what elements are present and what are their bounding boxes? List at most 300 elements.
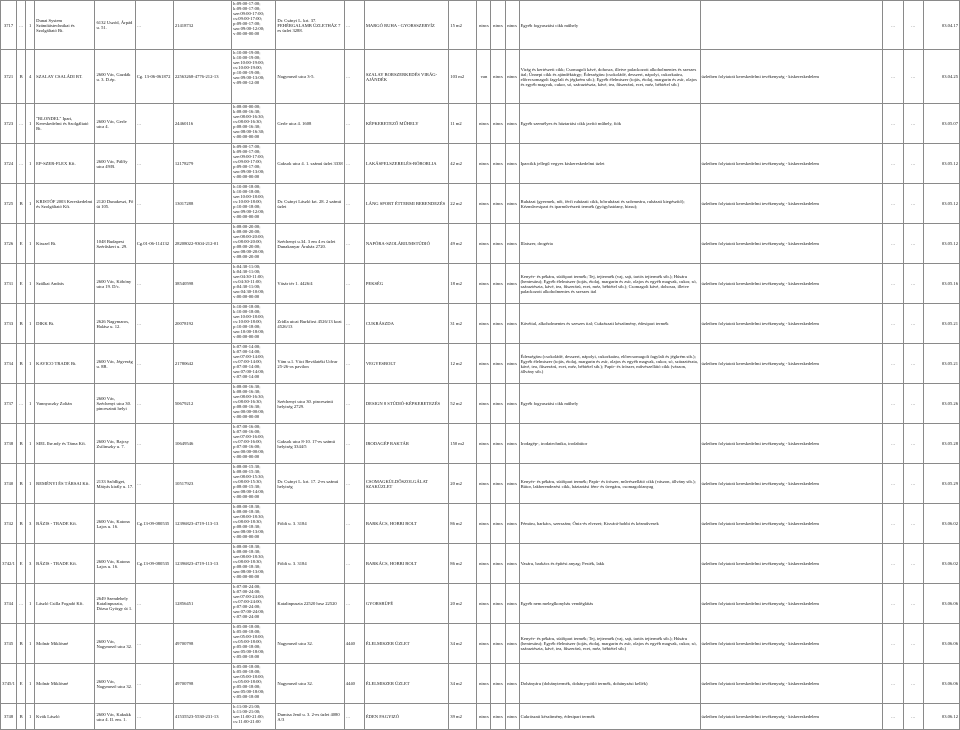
cell-company-name: SIEL Ihe.ndy és Tárna Kft. (35, 424, 95, 464)
cell-shop-address: Dr. Csányi L. krt. 37. FEHÉRGALAMB ÜZLETHÁZ 7 es üzlet 3288. (276, 1, 344, 50)
cell-product-range: Cukrászati készítmény, édesipari termék (519, 704, 700, 730)
table-row (1, 544, 960, 584)
cell-product-range: Egyéb fogyasztási cikk műhely (519, 1, 700, 50)
cell-company-name: "BLONDEL" Ipari, Kereskedelmi és Szolgáltató Bt. (35, 104, 95, 144)
cell-flag-1: nincs (477, 504, 491, 544)
cell-opening-hours: h:05:00-18:00; k:05:00-18:00; sze:05:00-18:00; cs:05:00-18:00; p:05:00-18:00; szo:05:00-18:00; v:05:00-18:00 (232, 664, 276, 704)
cell-registration-number: Cg.01-06-114132 (135, 224, 173, 264)
cell-type-code: 1 (26, 624, 35, 664)
cell-opening-hours: h:10:00-18:00; k:10:00-18:00; sze:10:00-18:00; cs:10:00-18:00; p:10:00-18:00; szo:10:00-18:00; v:00:00-00:00 (232, 304, 276, 344)
cell-company-name: BÁZIS - TRADE Kft. (35, 504, 95, 544)
cell-shop-name: IRODAGÉP RAKTÁR (364, 424, 448, 464)
cell-company-address: 1048 Budapest Szérűskert u. 29. (95, 224, 135, 264)
cell-flag-2: nincs (491, 224, 505, 264)
cell-flag-3: nincs (505, 584, 519, 624)
cell-extra-2: … (903, 344, 923, 384)
cell-flag-1: nincs (477, 624, 491, 664)
cell-type-code: 1 (26, 424, 35, 464)
cell-registration-number: … (135, 344, 173, 384)
cell-shop-address: Vásár tér 1. 4426/4 (276, 264, 344, 304)
cell-flag-2: nincs (491, 50, 505, 104)
table-row (1, 1, 960, 50)
table-row (1, 224, 960, 264)
cell-company-name: KRISTÓF 2003 Kereskedelmi és Szolgáltató Kft. (35, 184, 95, 224)
cell-date: 03.06.06 (923, 624, 959, 664)
cell-extra-2: … (903, 384, 923, 424)
cell-date: 03.05.26 (923, 384, 959, 424)
cell-statistical-number: 24460116 (173, 104, 231, 144)
cell-floor-area: 34 m2 (449, 624, 477, 664)
cell-ownership: … (344, 264, 364, 304)
cell-flag-2: nincs (491, 504, 505, 544)
cell-extra-1: … (883, 584, 903, 624)
cell-status-letter: B (17, 344, 26, 384)
cell-flag-2: nincs (491, 144, 505, 184)
cell-shop-name: DESIGN 8 STÚDIÓ-KÉPKERETEZÉS (364, 384, 448, 424)
cell-type-code: 1 (26, 304, 35, 344)
cell-shop-name: LÁNG SPORT ÉTTERMI BERENDEZÉS (364, 184, 448, 224)
cell-floor-area: 34 m2 (449, 664, 477, 704)
cell-record-id: 3738 (1, 424, 17, 464)
cell-status-letter: B (17, 624, 26, 664)
cell-company-name: EP-SZER-FLEX Kft. (35, 144, 95, 184)
cell-opening-hours: h:08:00-16:30; k:08:00-16:30; sze:08:00-16:30; cs:08:00-16:30; p:08:00-16:30; szo:00:00-00:00; v:00:00-00:00 (232, 384, 276, 424)
cell-type-code: 1 (26, 144, 35, 184)
cell-status-letter: B (17, 704, 26, 730)
cell-registration-number: … (135, 704, 173, 730)
cell-date: 03.05.28 (923, 424, 959, 464)
cell-flag-1: nincs (477, 464, 491, 504)
cell-statistical-number: 10517923 (173, 464, 231, 504)
cell-opening-hours: h:08:00-20:00; k:08:00-20:00; sze:08:00-20:00; cs:08:00-20:00; p:08:00-20:00; szo:08:00-20:00; v:08:00-20:00 (232, 224, 276, 264)
cell-activity: üzletben folytatott kereskedelmi tevékenység - kiskereskedelem (700, 344, 883, 384)
cell-shop-name: PEKSÉG (364, 264, 448, 304)
cell-shop-name: MARGÓ RUHA - GYORSSZERVÍZ (364, 1, 448, 50)
table-row (1, 624, 960, 664)
cell-flag-1: nincs (477, 224, 491, 264)
cell-registration-number: … (135, 264, 173, 304)
cell-shop-name: LAKÁSFELSZERELÉS-BÓBORLIA (364, 144, 448, 184)
cell-activity (700, 384, 883, 424)
cell-extra-1: … (883, 264, 903, 304)
cell-shop-address: Nagymező utca 3-5. (276, 50, 344, 104)
cell-shop-address: Zrídla utcai Burkfirst 4526/13 kozt 4526/13 (276, 304, 344, 344)
cell-statistical-number: 21418732 (173, 1, 231, 50)
cell-flag-2: nincs (491, 424, 505, 464)
cell-flag-2: nincs (491, 1, 505, 50)
cell-ownership: … (344, 504, 364, 544)
table-row (1, 50, 960, 104)
cell-activity: üzletben folytatott kereskedelmi tevékenység - kiskereskedelem (700, 424, 883, 464)
cell-extra-2: … (903, 264, 923, 304)
cell-activity: üzletben folytatott kereskedelmi tevékenység - kiskereskedelem (700, 144, 883, 184)
cell-type-code: 4 (26, 50, 35, 104)
cell-ownership: 4440 (344, 624, 364, 664)
cell-activity: üzletben folytatott kereskedelmi tevékenység - kiskereskedelem (700, 50, 883, 104)
cell-ownership: … (344, 144, 364, 184)
cell-extra-2: … (903, 304, 923, 344)
cell-registration-number: … (135, 144, 173, 184)
cell-flag-3: nincs (505, 504, 519, 544)
cell-company-address: 2600 Vác, Köböny utca 19. D/c. (95, 264, 135, 304)
cell-record-id: 3717 (1, 1, 17, 50)
cell-date: 03.05.16 (923, 264, 959, 304)
cell-status-letter: B (17, 50, 26, 104)
cell-flag-1: nincs (477, 704, 491, 730)
cell-record-id: 3742 (1, 504, 17, 544)
cell-statistical-number: 20078192 (173, 304, 231, 344)
cell-record-id: 3731 (1, 264, 17, 304)
cell-flag-3: nincs (505, 384, 519, 424)
cell-record-id: 3726 (1, 224, 17, 264)
cell-opening-hours: h:10:00-18:00; k:10:00-18:00; sze:10:00-18:00; cs:10:00-18:00; p:10:00-18:00; szo:09:00-12:00; v:00:00-00:00 (232, 184, 276, 224)
cell-opening-hours: h:05:00-18:00; k:05:00-18:00; sze:05:00-18:00; cs:05:00-18:00; p:05:00-18:00; szo:05:00-18:00; v:05:00-18:00 (232, 624, 276, 664)
cell-statistical-number: 12396823-4719-113-13 (173, 544, 231, 584)
cell-shop-address: Gaksok utca 4. 1. számú üzlet 3338 (276, 144, 344, 184)
cell-company-address: 2600 Vác, Bajcsy Zsilinszky u. 7. (95, 424, 135, 464)
cell-flag-3: nincs (505, 704, 519, 730)
cell-flag-3: nincs (505, 544, 519, 584)
cell-floor-area: 86 m2 (449, 504, 477, 544)
cell-opening-hours: h:07:00-16:00; k:07:00-16:00; sze:07:00-16:00; cs:07:00-16:00; p:07:00-16:00; szo:00:00-00:00; v:00:00-00:00 (232, 424, 276, 464)
cell-activity: üzletben folytatott kereskedelmi tevékenység - kiskereskedelem (700, 224, 883, 264)
cell-statistical-number: 28208022-9304-212-01 (173, 224, 231, 264)
cell-product-range: Édességáru (csokoládé, desszert, nápolyi, cukorkaáru, előrecsomagolt fagylalt és jégkrém stb.); Egyéb élelmiszer (tojás, étolaj, margarin és zsír, olajos és egyéb magvak, cukor, só, száraztészta, kávé, tea, fűszerárú, ecet, méz, bébiétel stb.); Papír- és írószer, művészellátó cikk (vászon, állvány stb.) (519, 344, 700, 384)
cell-extra-2: … (903, 544, 923, 584)
cell-statistical-number: 12396823-4719-113-13 (173, 504, 231, 544)
cell-extra-2: … (903, 104, 923, 144)
cell-ownership: … (344, 304, 364, 344)
cell-ownership: … (344, 1, 364, 50)
cell-flag-3: nincs (505, 50, 519, 104)
cell-registration-number: … (135, 104, 173, 144)
cell-record-id: 3745 (1, 624, 17, 664)
cell-flag-1: nincs (477, 384, 491, 424)
cell-shop-name: ÉDEN FAGYIZÓ (364, 704, 448, 730)
cell-product-range: Irodagép-, irodatechnika, irodabútor (519, 424, 700, 464)
cell-extra-1: … (883, 624, 903, 664)
cell-flag-1: van (477, 50, 491, 104)
cell-flag-3: nincs (505, 304, 519, 344)
table-row (1, 264, 960, 304)
cell-type-code: 1 (26, 704, 35, 730)
cell-date: 03.05.12 (923, 184, 959, 224)
cell-company-address: 2600 Vác, Kakukk utca 4. II. em. 1. (95, 704, 135, 730)
cell-ownership: … (344, 104, 364, 144)
cell-extra-1: … (883, 224, 903, 264)
cell-shop-address: Földi u. 3. 3184 (276, 504, 344, 544)
cell-shop-name: NAPÓRA-SZOLÁRIUMSTÚDIÓ (364, 224, 448, 264)
cell-activity (700, 104, 883, 144)
cell-company-name: Kisszel Bt. (35, 224, 95, 264)
cell-date: 03.06.06 (923, 664, 959, 704)
cell-opening-hours: h:07:00-14:00; k:07:00-14:00; sze:07:00-14:00; cs:07:00-14:00; p:07:00-14:00; szo:07:00-14:00; v:07:00-14:00 (232, 344, 276, 384)
cell-flag-2: nincs (491, 704, 505, 730)
cell-extra-1: … (883, 704, 903, 730)
cell-flag-2: nincs (491, 464, 505, 504)
cell-registration-number: Cg.13-09-080535 (135, 544, 173, 584)
cell-registration-number: … (135, 664, 173, 704)
cell-floor-area: 22 m2 (449, 184, 477, 224)
cell-activity: üzletben folytatott kereskedelmi tevékenység - kiskereskedelem (700, 184, 883, 224)
cell-statistical-number: 22563268-4776-212-13 (173, 50, 231, 104)
cell-shop-name: ÉLELMISZER ÜZLET (364, 664, 448, 704)
cell-extra-2: … (903, 704, 923, 730)
cell-date: 03.06.02 (923, 544, 959, 584)
cell-shop-address: Nagymező utca 32. (276, 664, 344, 704)
cell-shop-name: CUKRÁSZDA (364, 304, 448, 344)
cell-opening-hours: h:04:30-11:00; k:04:30-11:00; sze:04:30-11:00; cs:04:30-11:00; p:04:30-11:00; szo:04:30-10:00; v:00:00-00:00 (232, 264, 276, 304)
cell-company-address: 2600 Vác, Jégverág u. 8B. (95, 344, 135, 384)
cell-company-name: KAVICO TRADE Bt. (35, 344, 95, 384)
cell-status-letter: B (17, 424, 26, 464)
cell-floor-area: 18 m2 (449, 264, 477, 304)
cell-type-code: 1 (26, 224, 35, 264)
cell-company-name: Molnár Miklósné (35, 664, 95, 704)
cell-product-range: Kenyér- és pékáru, sütőipari termék; Tej, tejtermék (vaj, sajt, tartós tejtermék stb.); Húsáru (hentesáru); Egyéb élelmiszer (tojás, étolaj, margarin és zsír, olajos és egyéb magvak, cukor, só, száraztészta, kávé, tea, fűszerárú, ecet, méz, bébiétel stb.); Csomagolt kávé, dohosra, illetve palackozott alkoholmentes és szeszes ital (519, 264, 700, 304)
cell-company-address: 2626 Nagymaros, Halász u. 12. (95, 304, 135, 344)
cell-date: 03.05.21 (923, 304, 959, 344)
cell-shop-address: Nagymező utca 32. (276, 624, 344, 664)
cell-flag-2: nincs (491, 264, 505, 304)
cell-ownership: … (344, 544, 364, 584)
cell-product-range: Kenyér- és pékáru, sütőipari termék; Tej, tejtermék (vaj, sajt, tartós tejtermék stb.); Húsáru (hentesáru); Egyéb élelmiszer (tojás, étolaj, margarin és zsír, olajos és egyéb magvak, cukor, só, száraztészta, kávé, tea, fűszerárú, ecet, méz, bébiétel stb.) (519, 624, 700, 664)
cell-company-name: Molnár Miklósné (35, 624, 95, 664)
table-row (1, 664, 960, 704)
cell-activity: üzletben folytatott kereskedelmi tevékenység - kiskereskedelem (700, 504, 883, 544)
cell-flag-3: nincs (505, 104, 519, 144)
cell-extra-1: … (883, 424, 903, 464)
table-row (1, 464, 960, 504)
cell-extra-2: … (903, 664, 923, 704)
cell-flag-3: nincs (505, 264, 519, 304)
cell-flag-2: nincs (491, 584, 505, 624)
cell-activity: üzletben folytatott kereskedelmi tevékenység - kiskereskedelem (700, 304, 883, 344)
cell-product-range: Egyéb fogyasztási cikk műhely (519, 384, 700, 424)
cell-flag-1: nincs (477, 664, 491, 704)
cell-status-letter: B (17, 504, 26, 544)
cell-flag-3: nincs (505, 224, 519, 264)
cell-product-range: Egyéb nem meleglkonyhás vendéglátás (519, 584, 700, 624)
cell-company-address: 2649 Szendehely Katalinpuszta, Dózsa György út 1. (95, 584, 135, 624)
cell-company-address: 2600 Vác, Gerle utca 4. (95, 104, 135, 144)
table-row (1, 344, 960, 384)
cell-extra-1: … (883, 504, 903, 544)
cell-product-range: Fémáru, barkács, szerszám; Ónix-és elvezet; Kisvárá-hobbi és kézművesek (519, 504, 700, 544)
cell-flag-3: nincs (505, 344, 519, 384)
cell-extra-1: … (883, 464, 903, 504)
cell-product-range: Vasáru, barkács és építési anyag; Festék, lakk (519, 544, 700, 584)
cell-date: 03.06.02 (923, 504, 959, 544)
cell-company-name: Dunai System Számítástechnikai és Szolgáltató Bt. (35, 1, 95, 50)
cell-registration-number: … (135, 464, 173, 504)
cell-activity (700, 1, 883, 50)
cell-date: 03.05.07 (923, 104, 959, 144)
cell-shop-name: BARKÁCS, HOBBI BOLT (364, 504, 448, 544)
cell-flag-3: nincs (505, 664, 519, 704)
cell-type-code: 3 (26, 544, 35, 584)
cell-extra-1: … (883, 344, 903, 384)
cell-record-id: 3748 (1, 704, 17, 730)
cell-flag-3: nincs (505, 1, 519, 50)
cell-extra-1: … (883, 664, 903, 704)
cell-floor-area: 103 m2 (449, 50, 477, 104)
cell-shop-address: Dr. Csányi László krt. 28. 2 számú üzlet (276, 184, 344, 224)
cell-floor-area: 11 m2 (449, 104, 477, 144)
cell-extra-1: … (883, 544, 903, 584)
cell-record-id: 3733 (1, 304, 17, 344)
cell-flag-1: nincs (477, 424, 491, 464)
cell-flag-1: nincs (477, 584, 491, 624)
cell-floor-area: 49 m2 (449, 224, 477, 264)
cell-flag-2: nincs (491, 344, 505, 384)
cell-flag-2: nincs (491, 544, 505, 584)
cell-floor-area: 31 m2 (449, 304, 477, 344)
cell-status-letter: … (17, 144, 26, 184)
cell-status-letter: E (17, 544, 26, 584)
cell-registration-number: … (135, 304, 173, 344)
cell-type-code: 3 (26, 504, 35, 544)
cell-activity: üzletben folytatott kereskedelmi tevékenység - kiskereskedelem (700, 704, 883, 730)
cell-shop-address: Földi u. 3. 3184 (276, 544, 344, 584)
cell-statistical-number: 12856451 (173, 584, 231, 624)
cell-statistical-number: 12178279 (173, 144, 231, 184)
cell-flag-2: nincs (491, 304, 505, 344)
cell-company-name: Kvák László (35, 704, 95, 730)
cell-flag-1: nincs (477, 1, 491, 50)
cell-opening-hours: h:08:00-18:30; k:08:00-18:30; sze:08:00-18:30; cs:08:00-18:30; p:08:00-18:30; szo:08:00-13:00; v:00:00-00:00 (232, 504, 276, 544)
cell-shop-address: Széchenyi u.34. 3 em 4 es üzlet Dunakanyar Áruház 2720. (276, 224, 344, 264)
cell-ownership: … (344, 424, 364, 464)
cell-shop-name: VEGYESBOLT (364, 344, 448, 384)
cell-shop-address: Vám u.1. Váci Beválatéki Udvar 25-26-os pavilon (276, 344, 344, 384)
cell-company-address: 2600 Vác, Széchenyi utca 30. pinceszinti helyi (95, 384, 135, 424)
table-row (1, 184, 960, 224)
cell-ownership: … (344, 464, 364, 504)
cell-opening-hours: h:08:00-15:30; k:08:00-15:30; sze:08:00-15:30; cs:08:00-15:30; p:08:00-15:30; szo:08:00-14:00; v:00:00-00:00 (232, 464, 276, 504)
cell-shop-name: CSOMAGKÜLDŐSZOLGÁLAT SZAKÜZLET (364, 464, 448, 504)
cell-statistical-number: 50679212 (173, 384, 231, 424)
cell-product-range: Ruházat (gyermek, női, férfi ruházati cikk, bőrruházat és szőrmeáru, ruházati kiegészítő); Kézművesipari és iparművészeti termék (gyógyhatóany, bizsu); (519, 184, 700, 224)
cell-extra-1: … (883, 50, 903, 104)
cell-statistical-number: 49700798 (173, 624, 231, 664)
cell-ownership: … (344, 704, 364, 730)
cell-opening-hours: h:11:00-21:00; k:11:00-21:00; sze:11:00-21:00; cs:11:00-21:00 (232, 704, 276, 730)
cell-floor-area: 86 m2 (449, 544, 477, 584)
cell-status-letter: B (17, 304, 26, 344)
cell-status-letter: … (17, 1, 26, 50)
cell-floor-area: 52 m2 (449, 384, 477, 424)
cell-statistical-number: 38540598 (173, 264, 231, 304)
cell-registration-number: … (135, 624, 173, 664)
cell-type-code: 1 (26, 104, 35, 144)
cell-status-letter: B (17, 184, 26, 224)
cell-extra-1: … (883, 1, 903, 50)
cell-date: 03.06.06 (923, 584, 959, 624)
cell-date: 03.04.17 (923, 1, 959, 50)
cell-record-id: 3745/1 (1, 664, 17, 704)
cell-registration-number: … (135, 384, 173, 424)
cell-record-id: 3724 (1, 144, 17, 184)
cell-record-id: 3723 (1, 104, 17, 144)
cell-record-id: 3725 (1, 184, 17, 224)
table-row (1, 384, 960, 424)
cell-record-id: 3742/1 (1, 544, 17, 584)
cell-type-code: 1 (26, 664, 35, 704)
cell-extra-2: … (903, 584, 923, 624)
cell-statistical-number: 13017288 (173, 184, 231, 224)
cell-date: 03.05.12 (923, 224, 959, 264)
cell-extra-2: … (903, 184, 923, 224)
cell-shop-name: BARKÁCS, HOBBI BOLT (364, 544, 448, 584)
cell-flag-3: nincs (505, 144, 519, 184)
cell-extra-1: … (883, 304, 903, 344)
cell-status-letter: … (17, 384, 26, 424)
cell-company-address: 2600 Vác, Pálffy utca 49/B. (95, 144, 135, 184)
cell-type-code: 1 (26, 184, 35, 224)
cell-ownership: 4440 (344, 664, 364, 704)
cell-floor-area: 12 m2 (449, 344, 477, 384)
cell-extra-2: … (903, 224, 923, 264)
cell-status-letter: E (17, 224, 26, 264)
cell-opening-hours: h:08:00-18:30; k:08:00-18:30; sze:08:00-18:30; cs:08:00-18:30; p:08:00-18:30; szo:08:00-13:00; v:00:00-00:00 (232, 544, 276, 584)
cell-record-id: 3734 (1, 344, 17, 384)
cell-shop-address: Széchenyi utca 30. pinceszinti helyiség 2729. (276, 384, 344, 424)
cell-ownership: … (344, 344, 364, 384)
cell-company-address: 2600 Vác, Nagymező utca 32. (95, 664, 135, 704)
cell-type-code: 1 (26, 584, 35, 624)
cell-type-code: 1 (26, 384, 35, 424)
cell-registration-number: Cg.13-09-080535 (135, 504, 173, 544)
cell-shop-address: Dumtsa Jenő u. 3. 2-es üzlet 4080 A/3 (276, 704, 344, 730)
cell-activity: üzletben folytatott kereskedelmi tevékenység - kiskereskedelem (700, 264, 883, 304)
cell-flag-2: nincs (491, 104, 505, 144)
cell-extra-2: … (903, 50, 923, 104)
cell-extra-2: … (903, 144, 923, 184)
cell-flag-1: nincs (477, 144, 491, 184)
cell-date: 03.06.12 (923, 704, 959, 730)
table-row (1, 104, 960, 144)
cell-shop-name: ÉLELMISZER ÜZLET (364, 624, 448, 664)
cell-date: 03.05.29 (923, 464, 959, 504)
cell-opening-hours: h:08:00-00:00; k:08:00-16:30; sze:08:00-16:30; cs:08:00-16:30; p:08:00-16:30; szo:08:00-16:30; v:00:00-00:00 (232, 104, 276, 144)
cell-flag-1: nincs (477, 544, 491, 584)
cell-activity: üzletben folytatott kereskedelmi tevékenység - kiskereskedelem (700, 464, 883, 504)
cell-company-name: SZALAY CSALÁDI BT. (35, 50, 95, 104)
cell-registration-number: … (135, 1, 173, 50)
cell-registration-number: … (135, 584, 173, 624)
cell-company-address: 2600 Vác, Katona Lajos u. 16. (95, 504, 135, 544)
cell-company-name: Szálkai András (35, 264, 95, 304)
cell-extra-2: … (903, 624, 923, 664)
cell-flag-1: nincs (477, 264, 491, 304)
cell-statistical-number: 41535523-5530-231-13 (173, 704, 231, 730)
cell-extra-1: … (883, 384, 903, 424)
cell-opening-hours: h:10:00-19:00; k:10:00-19:00; sze:10:00-19:00; cs:10:00-19:00; p:10:00-19:00; szo:09:00-13:00; v:09:00-12:00 (232, 50, 276, 104)
cell-product-range: Virág és kertészeti cikk; Csomagolt kávé, dohosra, illetve palackozott alkoholmentes és szeszes ital; Ünnepi cikk és ajándéktárgy; Édességáru (csokoládé, desszert, nápolyi, cukorkaáru, előrecsomagolt fagylalt és jégkrém stb.); Egyéb élelmiszer (tojás, étolaj, margarin és zsír, olajos és egyéb magvak, cukor, só, száraztészta, kávé, tea, fűszerárú, ecet, méz, bébiétel stb.) (519, 50, 700, 104)
cell-product-range: Dohányáru (dohánytermék, dohány-pótló termék, dohányzási kellék) (519, 664, 700, 704)
cell-status-letter: … (17, 104, 26, 144)
cell-opening-hours: h:09:00-17:00; k:09:00-17:00; sze:09:00-17:00; cs:09:00-17:00; p:09:00-17:00; szo:09:00-13:00; v:00:00-00:00 (232, 144, 276, 184)
cell-type-code: 1 (26, 264, 35, 304)
cell-status-letter: B (17, 464, 26, 504)
cell-shop-address: Dr. Csányi L. krt. 17. 2-es számú helyiség (276, 464, 344, 504)
cell-type-code: 1 (26, 1, 35, 50)
cell-shop-address: Gerle utca 4. 1608 (276, 104, 344, 144)
cell-company-address: 2120 Dunakeszi, Fő út 105. (95, 184, 135, 224)
cell-product-range: Kávéital, alkoholmentes és szeszes ital; Cukrászati készítmény, édesipari termék (519, 304, 700, 344)
cell-date: 03.05.21 (923, 344, 959, 384)
